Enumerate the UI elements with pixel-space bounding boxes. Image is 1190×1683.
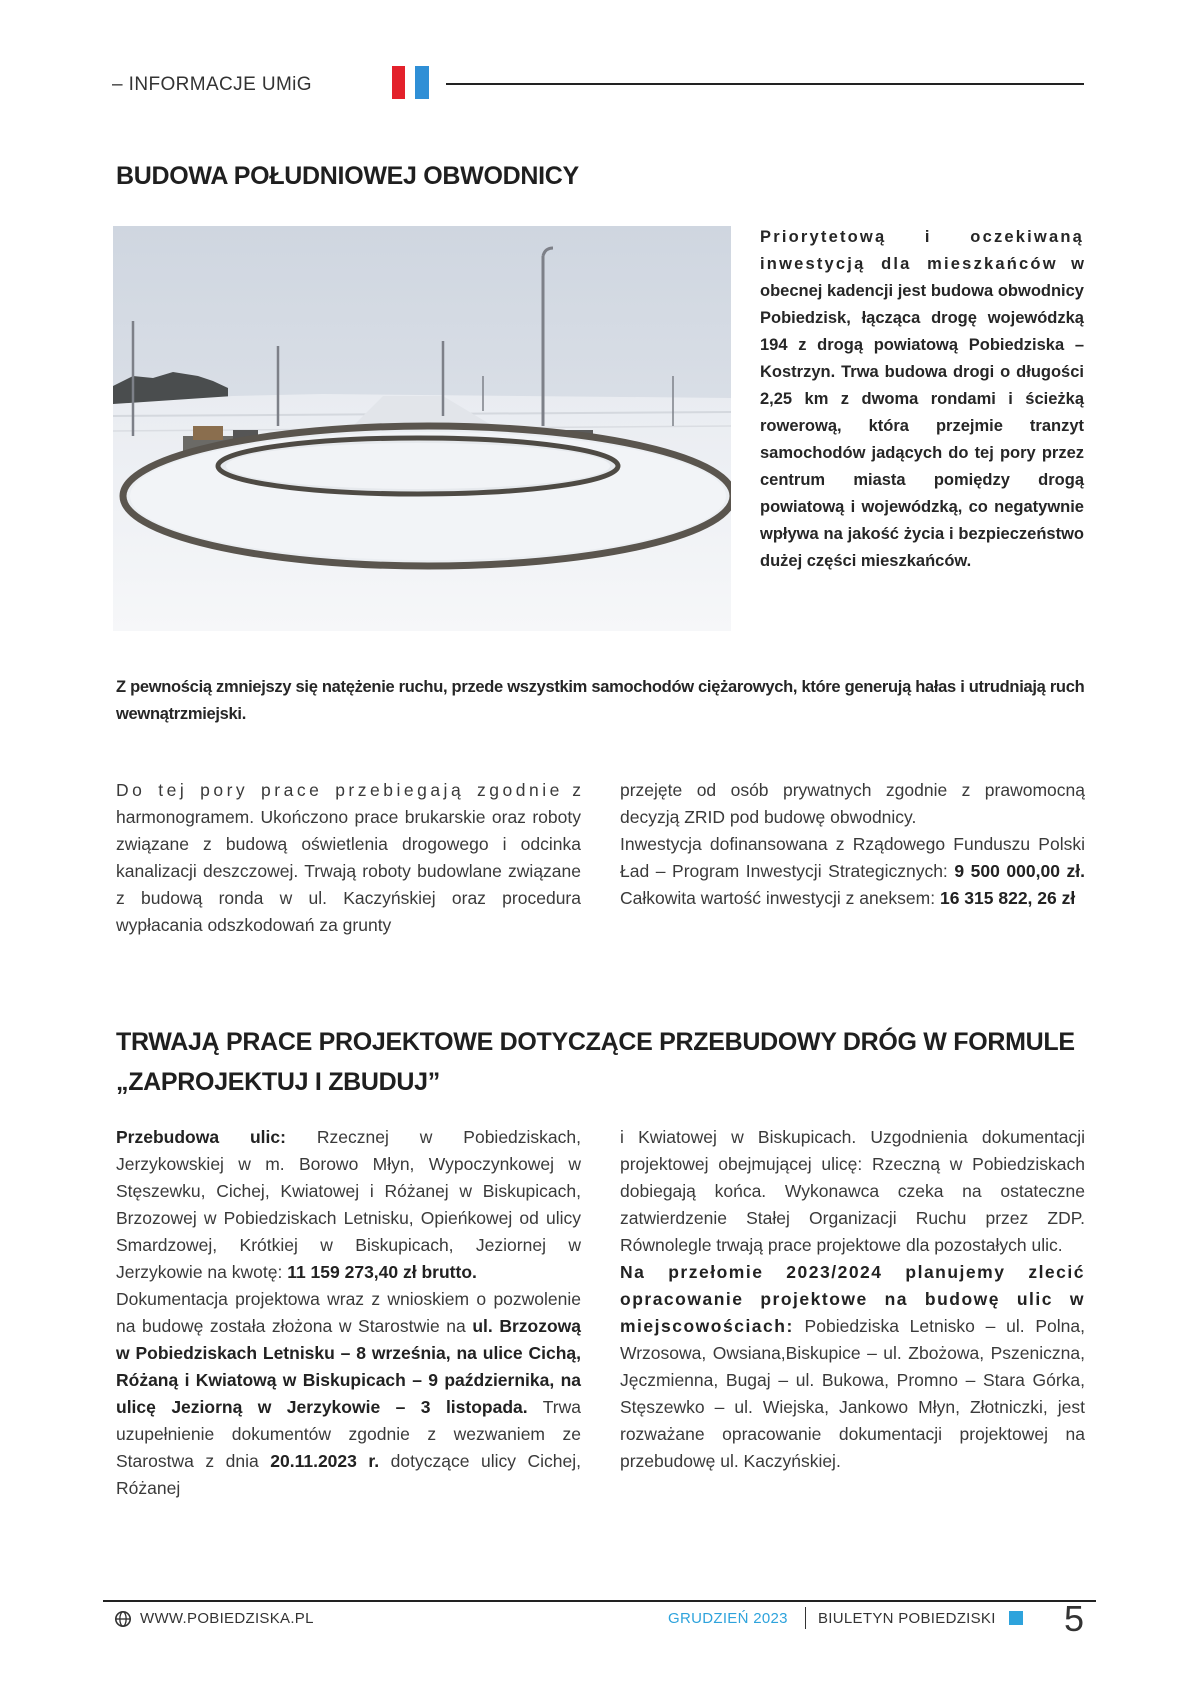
flag-red-stripe <box>392 66 405 99</box>
col2-total-text: Całkowita wartość inwestycji z aneksem: <box>620 888 940 908</box>
plans-label: Na przełomie 2023/2024 planujemy zlecić opracowanie projektowe na budowę ulic w miejscowościach: <box>620 1262 1085 1336</box>
footer-website-link[interactable]: WWW.POBIEDZISKA.PL <box>140 1610 314 1627</box>
footer-publication-name: BIULETYN POBIEDZISKI <box>818 1610 996 1627</box>
col2-funding-text: Inwestycja dofinansowana z Rządowego Funduszu Polski Ład – Program Inwestycji Strategicznych: <box>620 834 1085 881</box>
total-amount: 16 315 822, 26 zł <box>939 888 1076 908</box>
article2-column-right <box>620 1124 1085 1475</box>
docs-date: 20.11.2023 r. <box>270 1451 380 1471</box>
funding-amount: 9 500 000,00 zł. <box>954 861 1085 881</box>
col1-spaced-text: Do tej pory prace przebiegają zgodnie <box>116 780 563 800</box>
header-divider <box>446 83 1084 85</box>
docs-dates: ul. Brzozową w Pobiedziskach Letnisku – 8 września, na ulice Cichą, Różaną i Kwiatową w Biskupicach – 9 października, na ulicę Jeziorną w Jerzykowie – 3 listopada. <box>116 1316 582 1417</box>
article-title-bypass: BUDOWA POŁUDNIOWEJ OBWODNICY <box>116 162 579 190</box>
section-label: – INFORMACJE UMiG <box>112 74 312 95</box>
docs-supplement-text: Trwa uzupełnienie dokumentów zgodnie z wezwaniem ze Starostwa z dnia <box>116 1397 581 1471</box>
article2-column-left <box>116 1124 581 1502</box>
footer-divider <box>103 1600 1096 1602</box>
article1-column-right <box>620 777 1085 912</box>
approval-paragraph: i Kwiatowej w Biskupicach. Uzgodnienia dokumentacji projektowej obejmującej ulicę: Rzeczną w Pobiedziskach dobiegają końca. Wykonawca czeka na ostateczne zatwierdzenie Stałej Organizacji Ruchu przez ZDP. Równolegle trwają prace projektowe dla pozostałych ulic. <box>620 1127 1085 1255</box>
lead-paragraph <box>760 224 1084 575</box>
streets-label: Przebudowa ulic: <box>116 1127 286 1147</box>
col1-text: z harmonogramem. Ukończono prace brukarskie oraz roboty związane z budową oświetlenia drogowego i odcinka kanalizacji deszczowej. Trwają roboty budowlane związane z budową ronda w ul. Kaczyńskiej oraz procedura wypłacania odszkodowań za grunty <box>116 780 581 935</box>
docs-text: Dokumentacja projektowa wraz z wnioskiem o pozwolenie na budowę została złożona w Starostwie na <box>116 1289 581 1336</box>
globe-icon <box>114 1610 132 1628</box>
plans-text: Pobiedziska Letnisko – ul. Polna, Wrzosowa, Owsiana,Biskupice – ul. Zbożowa, Pszeniczna, Jęczmienna, Bugaj – ul. Bukowa, Promno – Stara Górka, Stęszewko – ul. Wiejska, Jankowo Młyn, Złotniczki, jest rozważane opracowanie dokumentacji projektowej na przebudowę ul. Kaczyńskiej. <box>620 1316 1085 1471</box>
roundabout-photo <box>113 226 731 631</box>
lead-text: w obecnej kadencji jest budowa obwodnicy Pobiedzisk, łącząca drogę wojewódzką 194 z drogą powiatową Pobiedziska – Kostrzyn. Trwa budowa drogi o długości 2,25 km z dwoma rondami i ścieżką rowerową, która przejmie tranzyt samochodów jadących do tej pory przez centrum miasta pomiędzy drogą powiatową i wojewódzką, co negatywnie wpływa na jakość życia i bezpieczeństwo dużej części mieszkańców. <box>760 255 1084 570</box>
streets-amount: 11 159 273,40 zł brutto. <box>287 1262 477 1282</box>
article1-column-left <box>116 777 581 939</box>
page-number: 5 <box>1064 1598 1085 1639</box>
lead-spaced-text: Priorytetową i oczekiwaną inwestycją dla mieszkańców <box>760 228 1084 273</box>
footer-separator <box>805 1607 806 1629</box>
emphasis-paragraph: Z pewnością zmniejszy się natężenie ruchu, przede wszystkim samochodów ciężarowych, które generują hałas i utrudniają ruch wewnątrzmiejski. <box>116 678 1085 723</box>
flag-blue-stripe <box>415 66 429 99</box>
footer-accent-square <box>1009 1611 1023 1625</box>
col2-paragraph-1: przejęte od osób prywatnych zgodnie z prawomocną decyzją ZRID pod budowę obwodnicy. <box>620 780 1085 827</box>
docs-streets-text: dotyczące ulicy Cichej, Różanej <box>116 1451 581 1498</box>
article-title-design-build: TRWAJĄ PRACE PROJEKTOWE DOTYCZĄCE PRZEBUDOWY DRÓG W FORMULE „ZAPROJEKTUJ I ZBUDUJ” <box>116 1028 1075 1096</box>
footer-issue-date: GRUDZIEŃ 2023 <box>668 1610 788 1627</box>
streets-list: Rzecznej w Pobiedziskach, Jerzykowskiej w m. Borowo Młyn, Wypoczynkowej w Stęszewku, Cichej, Kwiatowej i Różanej w Biskupicach, Brzozowej w Pobiedziskach Letnisku, Opieńkowej od ulicy Smardzowej, Krótkiej w Biskupicach, Jeziornej w Jerzykowie na kwotę: <box>116 1127 581 1282</box>
